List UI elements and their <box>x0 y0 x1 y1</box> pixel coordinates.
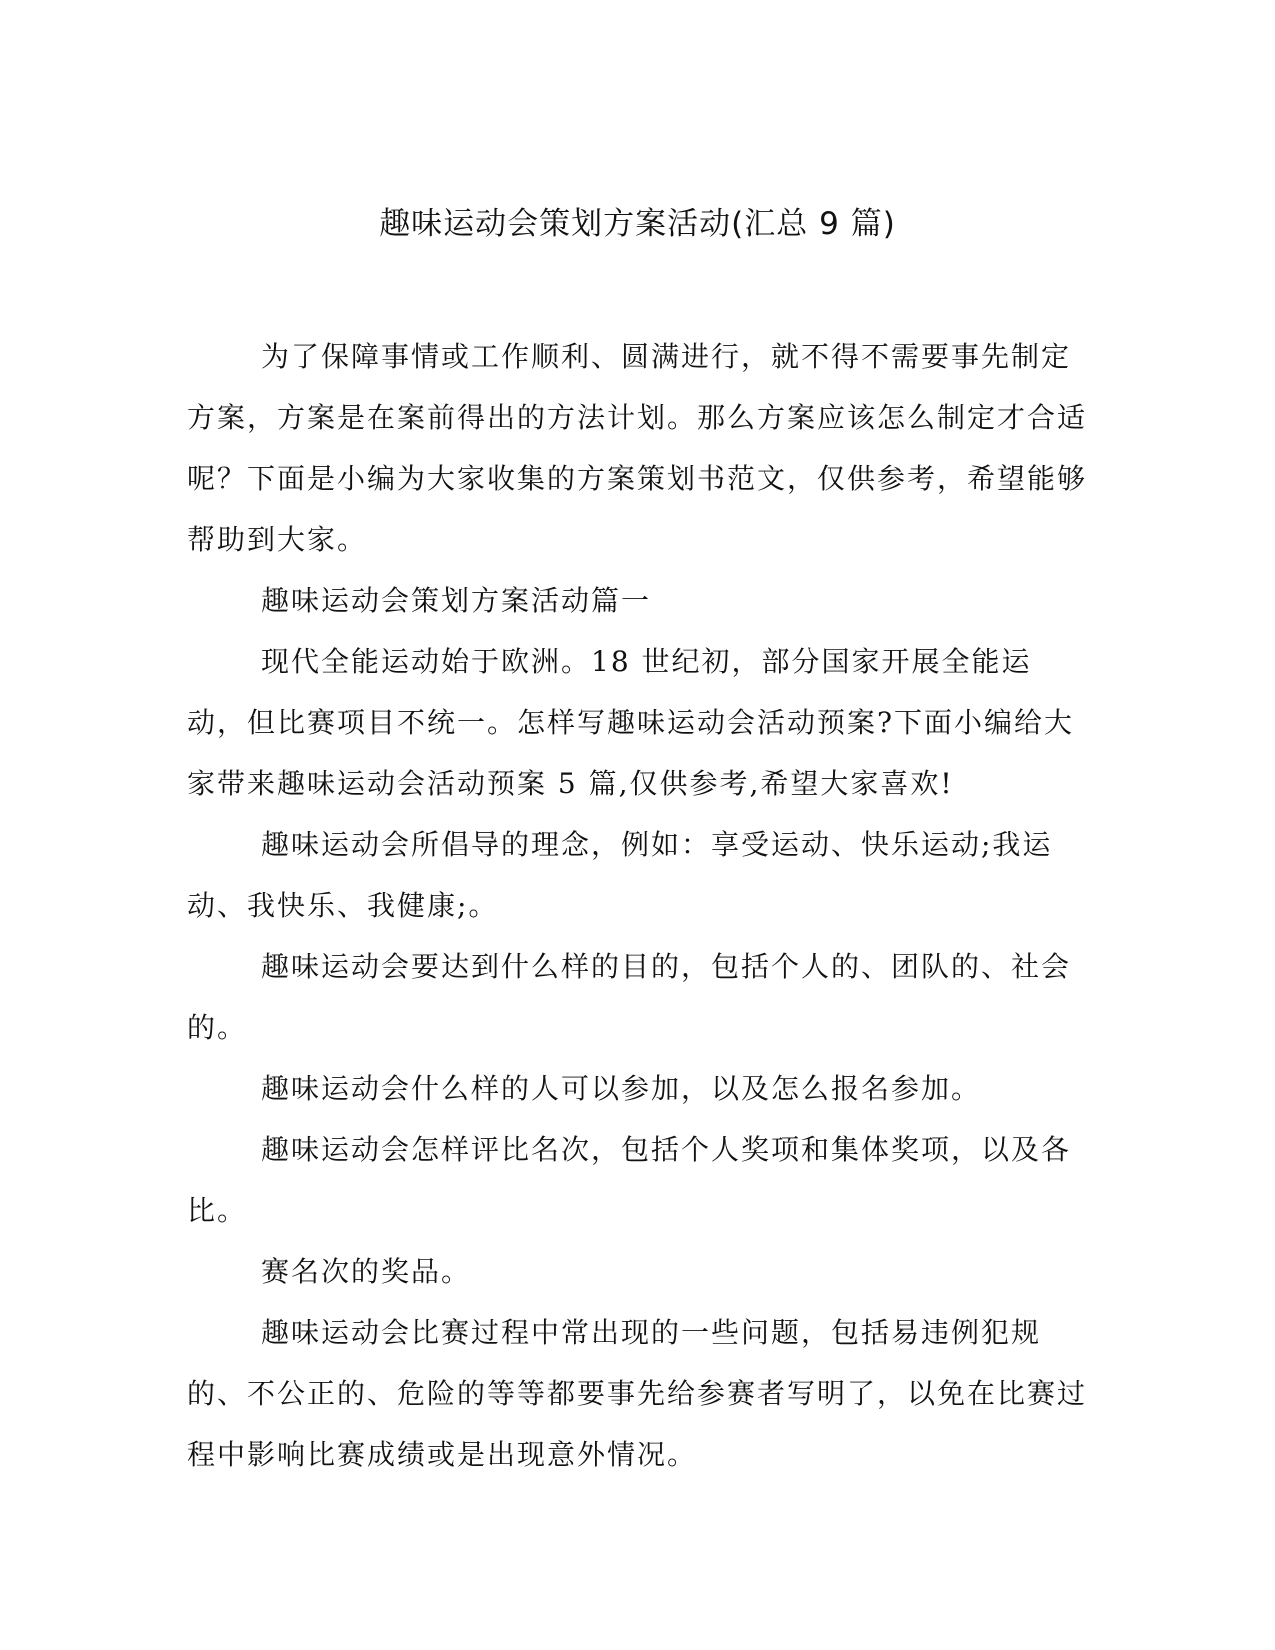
paragraph: 趣味运动会要达到什么样的目的，包括个人的、团队的、社会的。 <box>187 950 1072 1044</box>
paragraph: 趣味运动会怎样评比名次，包括个人奖项和集体奖项，以及各比。 <box>187 1133 1072 1227</box>
paragraph: 趣味运动会什么样的人可以参加，以及怎么报名参加。 <box>261 1072 982 1105</box>
paragraph-intro: 为了保障事情或工作顺利、圆满进行，就不得不需要事先制定方案，方案是在案前得出的方法计划。那么方案应该怎么制定才合适呢？下面是小编为大家收集的方案策划书范文，仅供参考，希望能够帮助到大家。 <box>187 340 1088 556</box>
section-heading: 趣味运动会策划方案活动篇一 <box>261 584 652 617</box>
document-body <box>187 326 1087 1485</box>
paragraph: 现代全能运动始于欧洲。18 世纪初，部分国家开展全能运动，但比赛项目不统一。怎样写趣味运动会活动预案?下面小编给大家带来趣味运动会活动预案 5 篇,仅供参考,希望大家喜欢! <box>187 645 1075 800</box>
document-title: 趣味运动会策划方案活动(汇总 9 篇) <box>379 206 896 242</box>
paragraph: 趣味运动会比赛过程中常出现的一些问题，包括易违例犯规的、不公正的、危险的等等都要事先给参赛者写明了，以免在比赛过程中影响比赛成绩或是出现意外情况。 <box>187 1316 1088 1471</box>
paragraph: 赛名次的奖品。 <box>261 1255 472 1288</box>
paragraph: 趣味运动会所倡导的理念，例如：享受运动、快乐运动;我运动、我快乐、我健康;。 <box>187 828 1053 922</box>
